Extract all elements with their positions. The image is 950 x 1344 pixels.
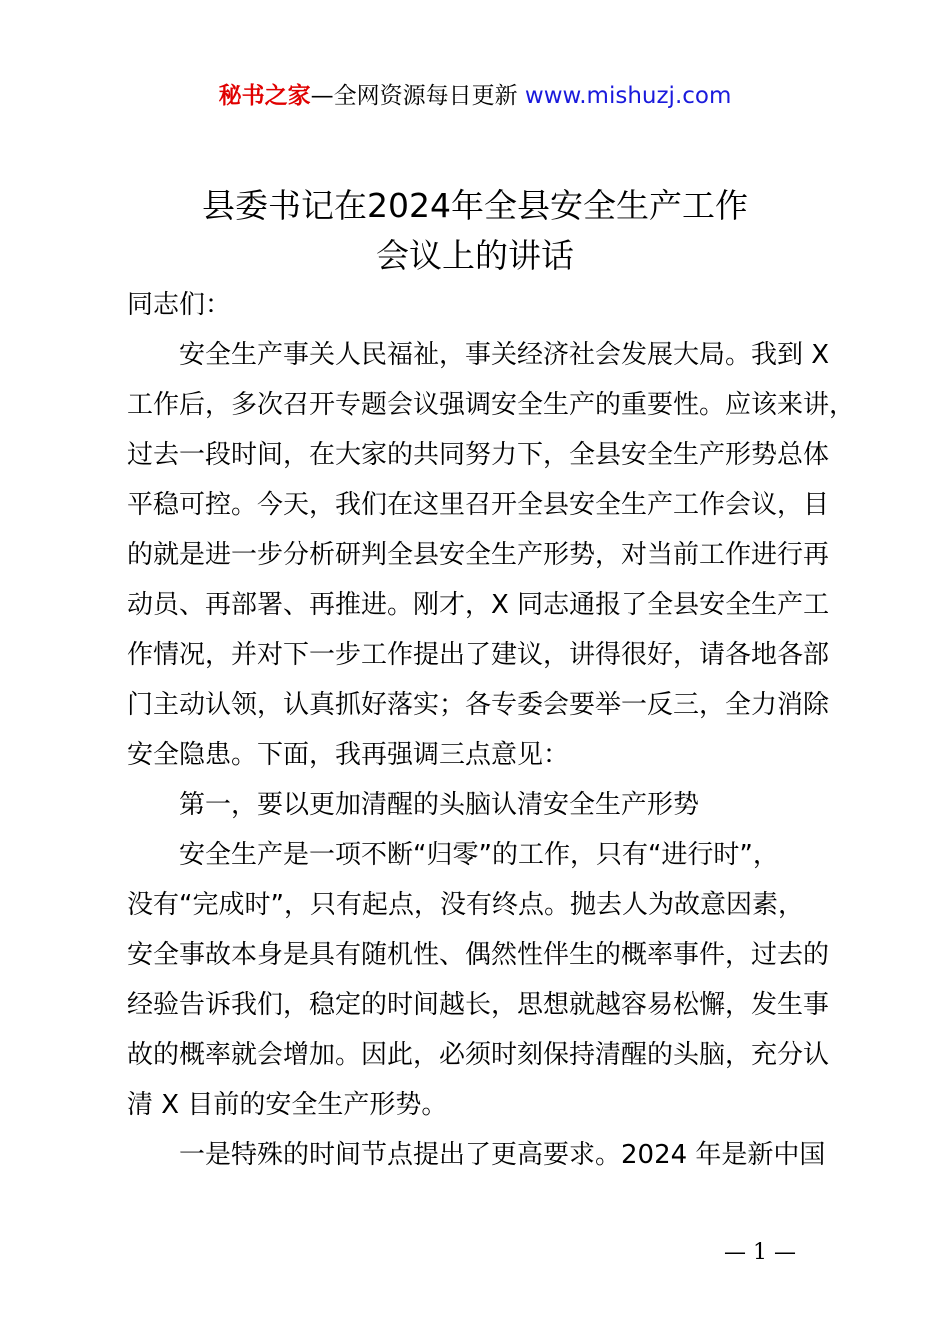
body-line: 清 X 目前的安全生产形势。 bbox=[127, 1090, 448, 1120]
body-line: 门主动认领，认真抓好落实；各专委会要举一反三，全力消除 bbox=[127, 690, 830, 720]
body-line: 动员、再部署、再推进。刚才，X 同志通报了全县安全生产工 bbox=[127, 590, 830, 620]
banner-brand: 秘书之家 bbox=[218, 83, 311, 109]
body-line: 的就是进一步分析研判全县安全生产形势，对当前工作进行再 bbox=[127, 540, 830, 570]
body-line: 没有“完成时”，只有起点，没有终点。抛去人为故意因素， bbox=[127, 890, 804, 920]
body-line: 安全事故本身是具有随机性、偶然性伴生的概率事件，过去的 bbox=[127, 940, 830, 970]
document-title-line-1: 县委书记在2024年全县安全生产工作 bbox=[202, 186, 748, 225]
body-line: 安全生产事关人民福祉，事关经济社会发展大局。我到 X bbox=[127, 340, 830, 370]
body-line: 安全隐患。下面，我再强调三点意见： bbox=[127, 740, 570, 770]
body-line: 一是特殊的时间节点提出了更高要求。2024 年是新中国 bbox=[127, 1140, 826, 1170]
section-heading: 第一，要以更加清醒的头脑认清安全生产形势 bbox=[127, 790, 700, 820]
body-line: 工作后，多次召开专题会议强调安全生产的重要性。应该来讲， bbox=[127, 390, 856, 420]
site-banner bbox=[0, 80, 950, 112]
body-line: 安全生产是一项不断“归零”的工作，只有“进行时”， bbox=[127, 840, 779, 870]
body-line: 平稳可控。今天，我们在这里召开全县安全生产工作会议，目 bbox=[127, 490, 830, 520]
body-line: 过去一段时间，在大家的共同努力下，全县安全生产形势总体 bbox=[127, 440, 830, 470]
body-line: 同志们： bbox=[127, 290, 232, 320]
page-number: — 1 — bbox=[724, 1240, 796, 1265]
body-line: 故的概率就会增加。因此，必须时刻保持清醒的头脑，充分认 bbox=[127, 1040, 830, 1070]
body-line: 经验告诉我们，稳定的时间越长，思想就越容易松懈，发生事 bbox=[127, 990, 830, 1020]
body-line: 作情况，并对下一步工作提出了建议，讲得很好，请各地各部 bbox=[127, 640, 830, 670]
banner-url[interactable]: www.mishuzj.com bbox=[524, 83, 732, 109]
document-title-line-2: 会议上的讲话 bbox=[376, 236, 574, 275]
banner-tagline: —全网资源每日更新 bbox=[310, 83, 525, 109]
